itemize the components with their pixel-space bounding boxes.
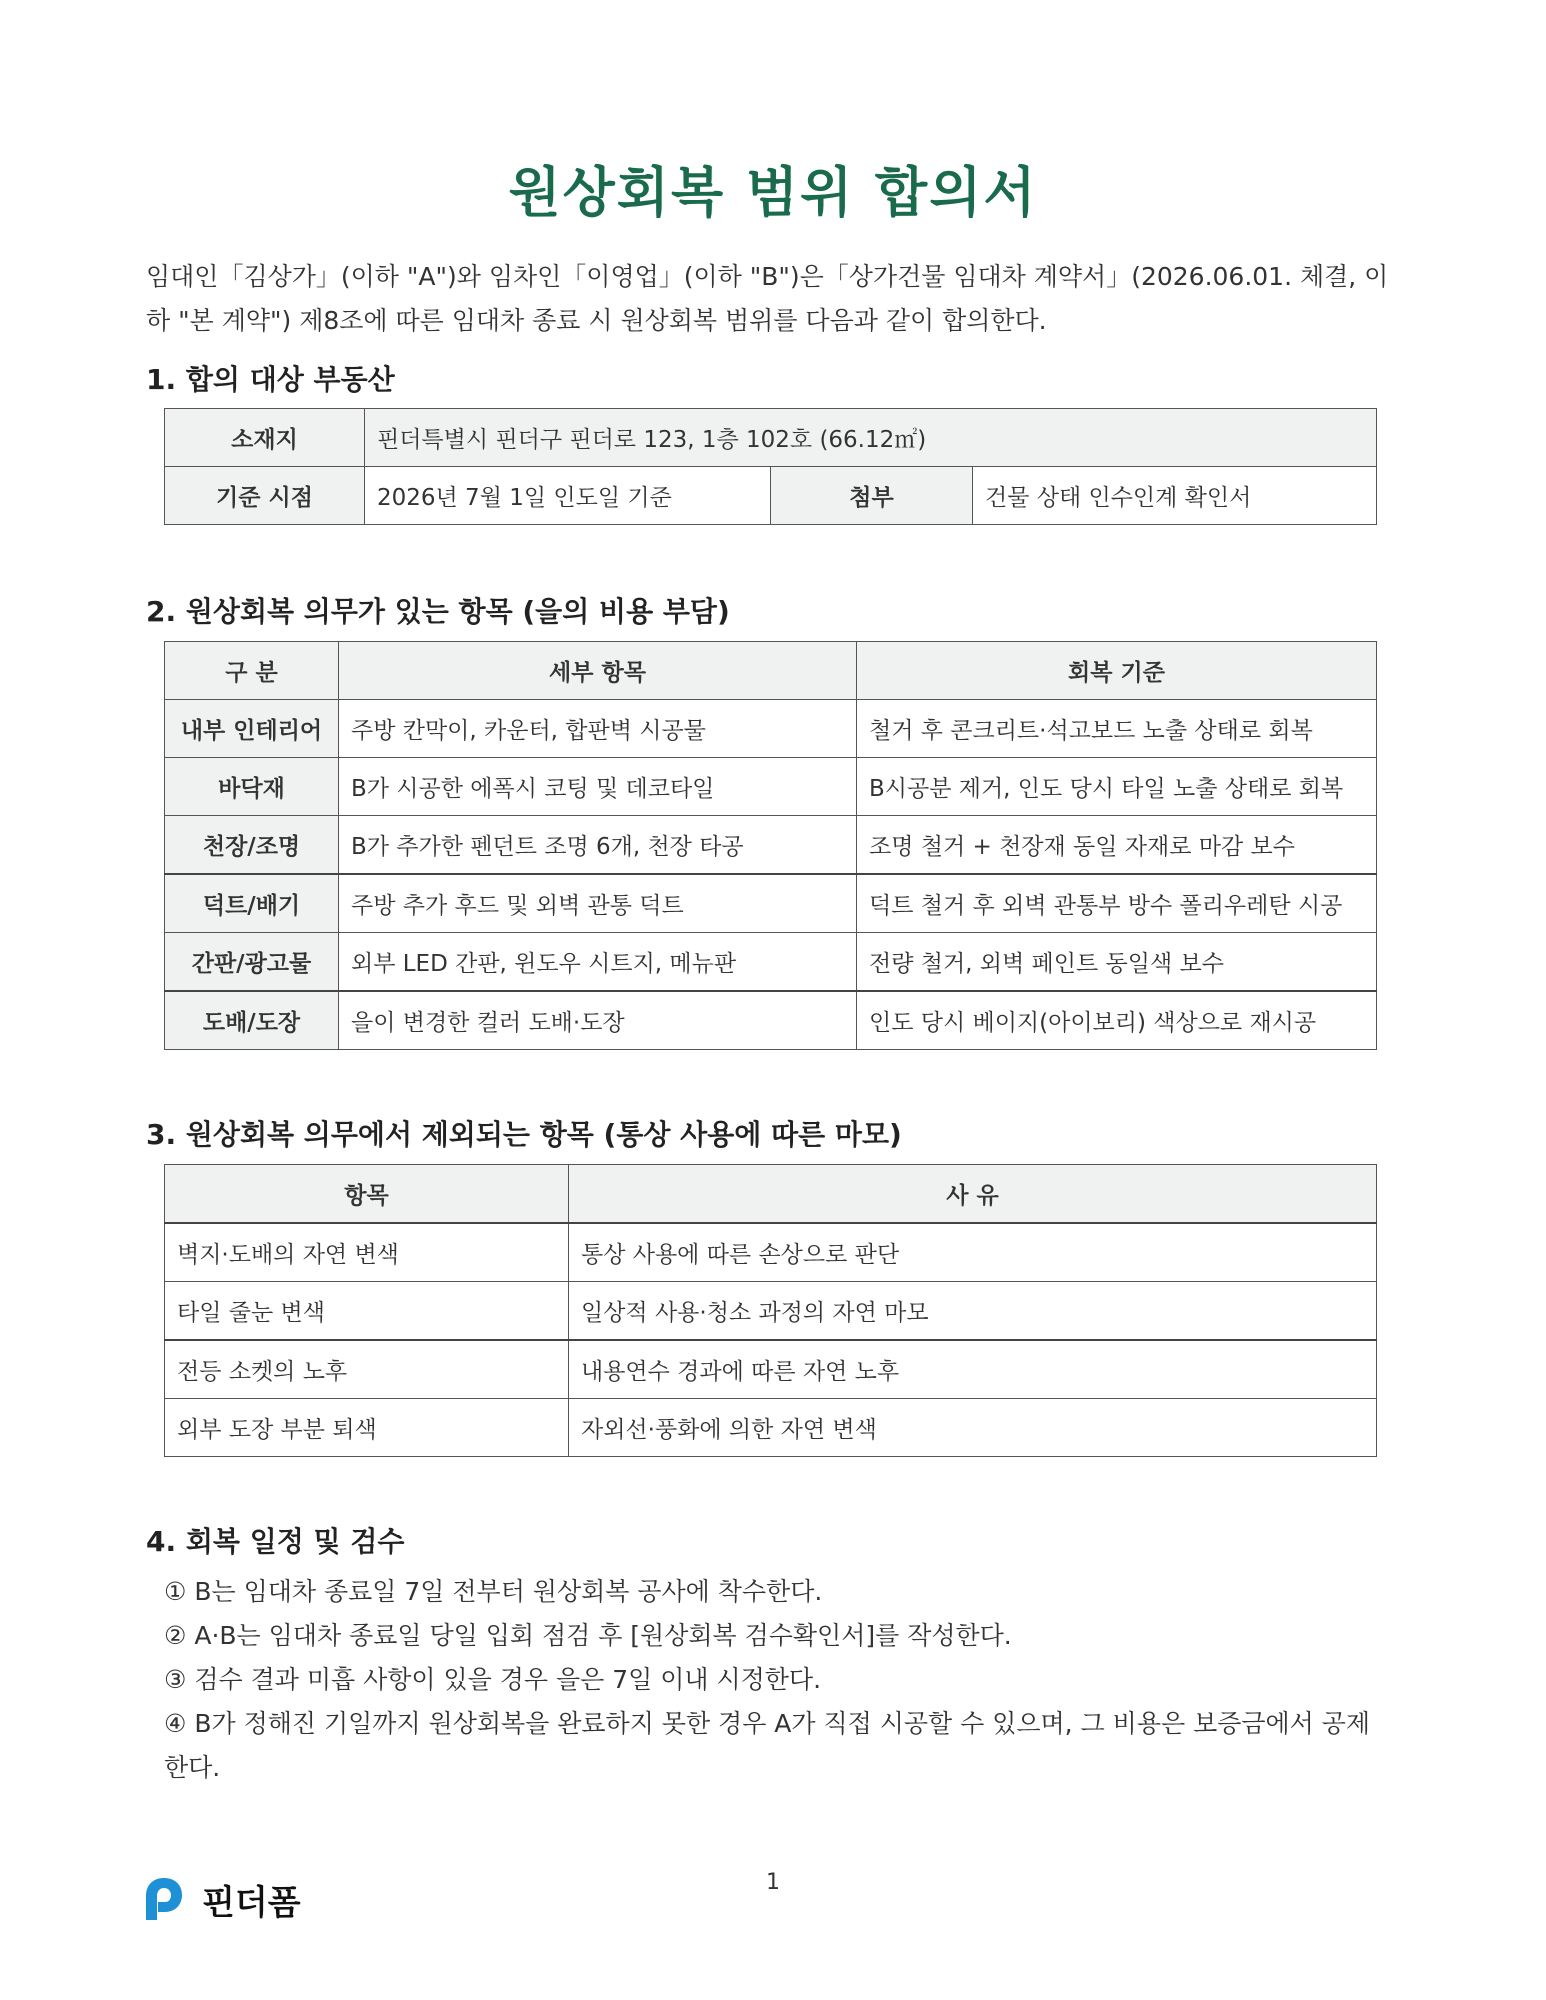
table-row <box>165 1399 1377 1457</box>
exclusion-table <box>164 1164 1377 1457</box>
property-table <box>164 408 1377 525</box>
section4-heading: 4. 회복 일정 및 검수 <box>146 1525 405 1558</box>
reason-cell: 내용연수 경과에 따른 자연 노후 <box>569 1340 1377 1399</box>
column-header: 회복 기준 <box>857 642 1377 700</box>
table-row <box>165 700 1377 758</box>
detail-cell: 을이 변경한 컬러 도배·도장 <box>339 991 857 1050</box>
detail-cell: B가 추가한 펜던트 조명 6개, 천장 타공 <box>339 816 857 875</box>
standard-cell: B시공분 제거, 인도 당시 타일 노출 상태로 회복 <box>857 758 1377 816</box>
column-header: 구 분 <box>165 642 339 700</box>
reason-cell: 통상 사용에 따른 손상으로 판단 <box>569 1223 1377 1282</box>
list-item: ① B는 임대차 종료일 7일 전부터 원상회복 공사에 착수한다. <box>164 1577 823 1606</box>
table-row <box>165 816 1377 875</box>
category-cell: 도배/도장 <box>165 991 339 1050</box>
section1-heading: 1. 합의 대상 부동산 <box>146 363 395 396</box>
item-cell: 타일 줄눈 변색 <box>165 1282 569 1341</box>
list-item: ③ 검수 결과 미흡 사항이 있을 경우 을은 7일 이내 시정한다. <box>164 1665 822 1694</box>
table-row <box>165 758 1377 816</box>
logo-text: 핀더폼 <box>202 1882 301 1923</box>
standard-cell: 조명 철거 + 천장재 동일 자재로 마감 보수 <box>857 816 1377 875</box>
detail-cell: 외부 LED 간판, 윈도우 시트지, 메뉴판 <box>339 933 857 992</box>
category-cell: 천장/조명 <box>165 816 339 875</box>
category-cell: 내부 인테리어 <box>165 700 339 758</box>
location-label: 소재지 <box>165 409 365 467</box>
document-title: 원상회복 범위 합의서 <box>508 161 1038 224</box>
reason-cell: 자외선·풍화에 의한 자연 변색 <box>569 1399 1377 1457</box>
attach-label: 첨부 <box>771 467 973 525</box>
detail-cell: 주방 추가 후드 및 외벽 관통 덕트 <box>339 874 857 933</box>
category-cell: 간판/광고물 <box>165 933 339 992</box>
category-cell: 덕트/배기 <box>165 874 339 933</box>
table-row <box>165 409 1377 467</box>
table-header-row <box>165 642 1377 700</box>
table-row <box>165 933 1377 992</box>
list-item: ④ B가 정해진 기일까지 원상회복을 완료하지 못한 경우 A가 직접 시공할 수 있으며, 그 비용은 보증금에서 공제한다. <box>164 1709 1371 1782</box>
item-cell: 벽지·도배의 자연 변색 <box>165 1223 569 1282</box>
item-cell: 전등 소켓의 노후 <box>165 1340 569 1399</box>
reason-cell: 일상적 사용·청소 과정의 자연 마모 <box>569 1282 1377 1341</box>
detail-cell: 주방 칸막이, 카운터, 합판벽 시공물 <box>339 700 857 758</box>
attach-value: 건물 상태 인수인계 확인서 <box>973 467 1377 525</box>
table-row <box>165 991 1377 1050</box>
column-header: 사 유 <box>569 1165 1377 1224</box>
column-header: 항목 <box>165 1165 569 1224</box>
table-row <box>165 1282 1377 1341</box>
table-row <box>165 874 1377 933</box>
intro-paragraph: 임대인「김상가」(이하 "A")와 임차인「이영업」(이하 "B")은「상가건물 임대차 계약서」(2026.06.01. 체결, 이하 "본 계약") 제8조에 따른 임대차 종료 시 원상회복 범위를 다음과 같이 합의한다. <box>146 262 1389 335</box>
detail-cell: B가 시공한 에폭시 코팅 및 데코타일 <box>339 758 857 816</box>
basis-label: 기준 시점 <box>165 467 365 525</box>
standard-cell: 전량 철거, 외벽 페인트 동일색 보수 <box>857 933 1377 992</box>
section2-heading: 2. 원상회복 의무가 있는 항목 (을의 비용 부담) <box>146 595 730 628</box>
table-header-row <box>165 1165 1377 1224</box>
table-row <box>165 1223 1377 1282</box>
standard-cell: 철거 후 콘크리트·석고보드 노출 상태로 회복 <box>857 700 1377 758</box>
schedule-list <box>164 1570 1394 1790</box>
column-header: 세부 항목 <box>339 642 857 700</box>
section3-heading: 3. 원상회복 의무에서 제외되는 항목 (통상 사용에 따른 마모) <box>146 1118 902 1151</box>
standard-cell: 인도 당시 베이지(아이보리) 색상으로 재시공 <box>857 991 1377 1050</box>
item-cell: 외부 도장 부분 퇴색 <box>165 1399 569 1457</box>
category-cell: 바닥재 <box>165 758 339 816</box>
table-row <box>165 1340 1377 1399</box>
restoration-table <box>164 641 1377 1050</box>
table-row <box>165 467 1377 525</box>
page-number: 1 <box>766 1870 780 1895</box>
basis-value: 2026년 7월 1일 인도일 기준 <box>365 467 771 525</box>
location-value: 핀더특별시 핀더구 핀더로 123, 1층 102호 (66.12㎡) <box>365 409 1377 467</box>
standard-cell: 덕트 철거 후 외벽 관통부 방수 폴리우레탄 시공 <box>857 874 1377 933</box>
list-item: ② A·B는 임대차 종료일 당일 입회 점검 후 [원상회복 검수확인서]를 작성한다. <box>164 1621 1012 1650</box>
